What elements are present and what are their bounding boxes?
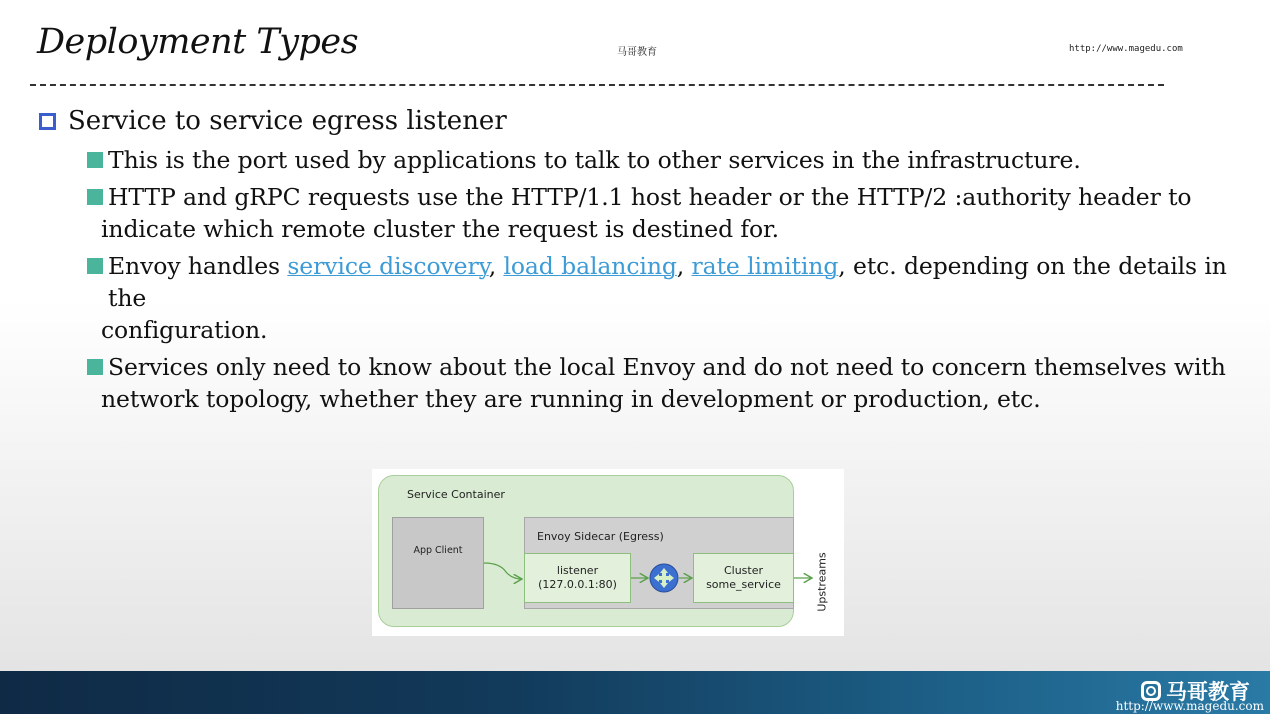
footer-url: http://www.magedu.com — [1115, 699, 1264, 713]
main-heading-text: Service to service egress listener — [68, 106, 507, 136]
cluster-name: some_service — [706, 578, 781, 591]
app-client-label: App Client — [413, 545, 463, 556]
bullet-text-continued: configuration. — [101, 316, 268, 344]
listener-label: listener — [556, 564, 599, 577]
egress-diagram — [372, 469, 844, 636]
footer-logo-text: 马哥教育 — [1166, 680, 1250, 704]
separator: , — [676, 252, 692, 280]
bullet-text-prefix: Envoy handles — [108, 252, 288, 280]
square-bullet-icon — [87, 152, 103, 168]
header-url: http://www.magedu.com — [1069, 44, 1183, 54]
bullet-text-continued: indicate which remote cluster the request is destined for. — [101, 215, 779, 243]
header-divider — [30, 84, 1164, 86]
square-bullet-icon — [87, 258, 103, 274]
arrow-app-to-listener — [484, 563, 522, 579]
square-bullet-icon — [87, 359, 103, 375]
cluster-label: Cluster — [723, 564, 764, 577]
link-rate-limiting[interactable]: rate limiting — [691, 252, 839, 280]
square-bullet-icon — [87, 189, 103, 205]
service-container-label: Service Container — [407, 488, 505, 501]
bullet-text-suffix: , etc. depending on the details in the — [108, 252, 1227, 312]
bullet-item — [87, 181, 1237, 245]
bullet-item — [87, 250, 1237, 346]
router-move-icon — [650, 564, 678, 592]
link-load-balancing[interactable]: load balancing — [503, 252, 677, 280]
listener-address: (127.0.0.1:80) — [538, 578, 617, 591]
bullet-text: HTTP and gRPC requests use the HTTP/1.1 host header or the HTTP/2 :authority header to — [108, 183, 1192, 211]
bullet-item — [87, 351, 1237, 415]
bullet-text-continued: network topology, whether they are running in development or production, etc. — [101, 385, 1041, 413]
envoy-sidecar-label: Envoy Sidecar (Egress) — [537, 530, 664, 543]
footer-bar — [0, 671, 1270, 714]
link-service-discovery[interactable]: service discovery — [287, 252, 489, 280]
bullet-item — [87, 144, 1237, 176]
bullet-list — [87, 144, 1237, 420]
bullet-text: Services only need to know about the local Envoy and do not need to concern themselves with — [108, 353, 1226, 381]
diagram-arrows — [372, 469, 844, 636]
slide-title: Deployment Types — [37, 22, 359, 62]
magedu-logo-icon — [1141, 681, 1161, 701]
header-center-label: 马哥教育 — [617, 47, 657, 58]
upstreams-label: Upstreams — [815, 552, 829, 612]
square-outline-bullet-icon — [39, 113, 56, 130]
main-heading — [39, 106, 507, 136]
separator: , — [488, 252, 504, 280]
bullet-text: This is the port used by applications to talk to other services in the infrastructure. — [108, 146, 1081, 174]
